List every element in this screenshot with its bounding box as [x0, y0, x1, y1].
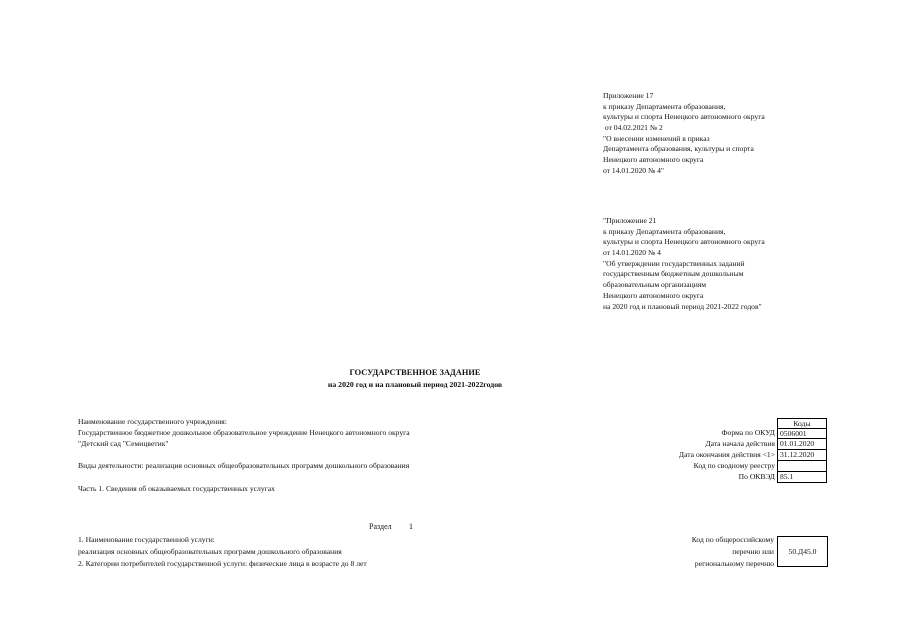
annex-17-block — [603, 92, 765, 178]
institution-name-line2: "Детский сад "Семицветик" — [78, 439, 169, 448]
annex-21-line: "Приложение 21 — [603, 216, 657, 225]
codes-value: 85.1 — [780, 472, 794, 482]
codes-value: 0506001 — [780, 428, 807, 438]
annex-17-line: от 14.01.2020 № 4" — [603, 165, 665, 175]
registry-label-line3: региональному перечню — [694, 559, 774, 568]
annex-21-line: образовательным организациям — [603, 280, 707, 290]
annex-17-line: от 04.02.2021 № 2 — [603, 123, 663, 133]
annex-21-line: на 2020 год и плановый период 2021-2022 годов" — [603, 301, 762, 311]
codes-row-label: Дата начала действия — [705, 439, 775, 448]
annex-17-line: культуры и спорта Ненецкого автономного округа — [603, 112, 765, 122]
annex-21-line: Ненецкого автономного округа — [603, 290, 704, 300]
codes-row-label: Форма по ОКУД — [721, 428, 775, 437]
codes-row-label: Код по сводному реестру — [693, 461, 775, 470]
annex-21-block — [603, 217, 765, 313]
part1-heading: Часть 1. Сведения об оказываемых государственных услугах — [78, 484, 275, 493]
registry-label-line1: Код по общероссийскому — [691, 535, 774, 544]
annex-21-line: от 14.01.2020 № 4 — [603, 248, 661, 258]
codes-value: 31.12.2020 — [780, 450, 815, 460]
section-label: Раздел — [369, 522, 392, 531]
annex-21-line: государственным бюджетным дошкольным — [603, 269, 744, 279]
annex-17-line: Департамента образования, культуры и спорта — [603, 144, 754, 154]
annex-17-line: "О внесении изменений в приказ — [603, 133, 710, 143]
service-consumers: 2. Категории потребителей государственной услуги: физические лица в возрасте до 8 лет — [78, 559, 367, 568]
codes-value: 01.01.2020 — [780, 439, 815, 449]
activities-text: Виды деятельности: реализация основных общеобразовательных программ дошкольного образования — [78, 461, 410, 470]
institution-name-line1: Государственное бюджетное дошкольное образовательное учреждение Ненецкого автономного округа — [78, 428, 410, 437]
registry-code: 50.Д45.0 — [788, 546, 817, 556]
annex-17-line: к приказу Департамента образования, — [603, 101, 726, 111]
document-subtitle: на 2020 год и на плановый период 2021-2022годов — [327, 380, 503, 389]
service-name-value: реализация основных общеобразовательных программ дошкольного образования — [78, 547, 342, 556]
annex-21-line: "Об утверждении государственных заданий — [603, 258, 745, 268]
annex-17-line: Приложение 17 — [603, 91, 654, 100]
section-number: 1 — [409, 522, 413, 531]
codes-row-label: Дата окончания действия <1> — [678, 450, 775, 459]
codes-row-label: По ОКВЭД — [738, 472, 775, 481]
registry-code-box — [777, 536, 828, 567]
registry-label-line2: перечню или — [732, 547, 774, 556]
codes-header: Коды — [793, 418, 811, 428]
document-title: ГОСУДАРСТВЕННОЕ ЗАДАНИЕ — [349, 368, 481, 377]
codes-value-cell — [777, 471, 827, 483]
annex-17-line: Ненецкого автономного округа — [603, 155, 704, 165]
annex-21-line: к приказу Департамента образования, — [603, 226, 726, 236]
institution-label: Наименование государственного учреждения: — [78, 417, 227, 426]
annex-21-line: культуры и спорта Ненецкого автономного округа — [603, 237, 765, 247]
service-name-label: 1. Наименование государственной услуги: — [78, 535, 215, 544]
